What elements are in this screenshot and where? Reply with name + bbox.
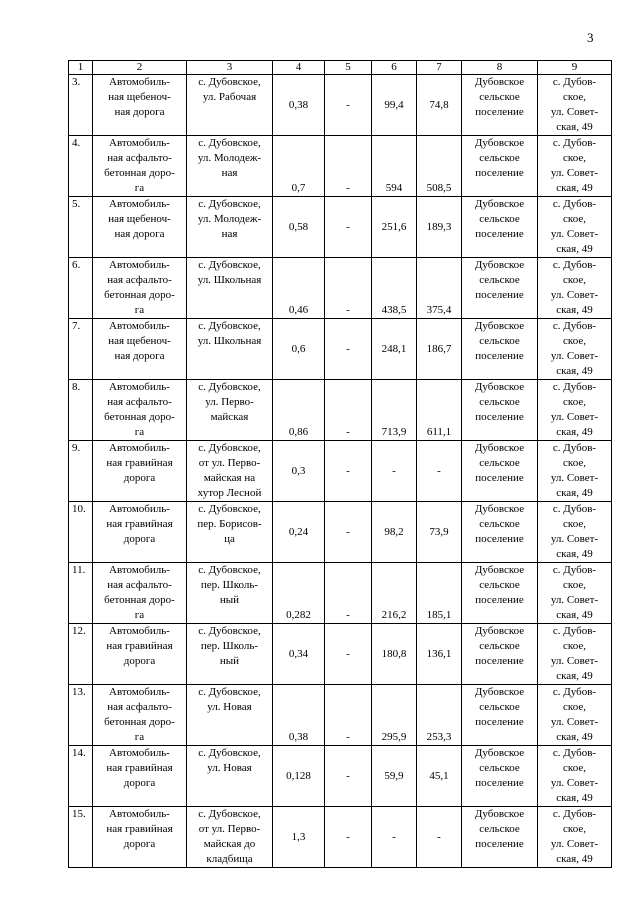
column-5-cell xyxy=(325,136,372,197)
column-5-cell xyxy=(325,258,372,319)
table-row xyxy=(69,380,612,441)
owner-address-cell-text: с. Дубов- ское, ул. Совет- ская, 49 xyxy=(550,137,599,194)
road-length-cell xyxy=(273,380,325,441)
column-5-cell-text: - xyxy=(346,769,350,782)
road-type-cell xyxy=(93,319,187,380)
road-location-cell xyxy=(187,380,273,441)
owner-cell xyxy=(462,563,538,624)
owner-cell-text: Дубовское сельское поселение xyxy=(474,442,525,484)
row-number-cell xyxy=(69,136,93,197)
road-location-cell xyxy=(187,441,273,502)
owner-cell xyxy=(462,807,538,868)
column-7-cell xyxy=(417,441,462,502)
column-5-cell xyxy=(325,746,372,807)
road-length-cell-text: 0,38 xyxy=(288,98,309,111)
road-location-cell xyxy=(187,624,273,685)
table-row xyxy=(69,441,612,502)
owner-cell-text: Дубовское сельское поселение xyxy=(474,381,525,423)
row-number-cell-text: 13. xyxy=(72,686,86,698)
row-number-cell-text: 14. xyxy=(72,747,86,759)
column-7-cell xyxy=(417,380,462,441)
column-header: 7 xyxy=(417,61,462,75)
owner-cell-text: Дубовское сельское поселение xyxy=(474,625,525,667)
column-6-cell xyxy=(372,197,417,258)
owner-cell-text: Дубовское сельское поселение xyxy=(474,259,525,301)
road-length-cell-text: 0,46 xyxy=(288,304,309,316)
row-number-cell xyxy=(69,75,93,136)
table-row xyxy=(69,136,612,197)
road-length-cell-text: 0,86 xyxy=(288,426,309,438)
column-6-cell xyxy=(372,502,417,563)
column-7-cell-text: 136,1 xyxy=(426,647,452,660)
road-type-cell-text: Автомобиль- ная гравийная дорога xyxy=(106,808,173,850)
road-location-cell xyxy=(187,197,273,258)
column-7-cell xyxy=(417,258,462,319)
owner-address-cell xyxy=(538,685,612,746)
column-5-cell-text: - xyxy=(346,830,350,843)
road-location-cell xyxy=(187,502,273,563)
column-7-cell xyxy=(417,197,462,258)
owner-address-cell xyxy=(538,319,612,380)
road-length-cell-text: 0,6 xyxy=(291,342,306,355)
column-6-cell xyxy=(372,624,417,685)
road-length-cell xyxy=(273,563,325,624)
column-7-cell-text: - xyxy=(437,464,441,477)
owner-address-cell-text: с. Дубов- ское, ул. Совет- ская, 49 xyxy=(550,76,599,133)
owner-cell-text: Дубовское сельское поселение xyxy=(474,808,525,850)
column-6-cell-text: 59,9 xyxy=(384,769,404,782)
road-location-cell xyxy=(187,685,273,746)
owner-address-cell xyxy=(538,807,612,868)
column-5-cell-text: - xyxy=(346,182,350,194)
column-5-cell xyxy=(325,441,372,502)
column-7-cell-text: 508,5 xyxy=(426,182,452,194)
road-length-cell xyxy=(273,319,325,380)
row-number-cell-text: 12. xyxy=(72,625,86,637)
column-6-cell xyxy=(372,441,417,502)
road-type-cell xyxy=(93,807,187,868)
table-row xyxy=(69,685,612,746)
row-number-cell xyxy=(69,685,93,746)
owner-cell-text: Дубовское сельское поселение xyxy=(474,76,525,118)
road-type-cell-text: Автомобиль- ная асфальто- бетонная доро- га xyxy=(104,381,175,438)
road-type-cell-text: Автомобиль- ная асфальто- бетонная доро- га xyxy=(104,686,175,743)
table-row xyxy=(69,807,612,868)
column-6-cell xyxy=(372,807,417,868)
road-length-cell-text: 0,7 xyxy=(291,182,306,194)
column-7-cell-text: 611,1 xyxy=(426,426,452,438)
road-type-cell xyxy=(93,75,187,136)
owner-cell xyxy=(462,258,538,319)
road-length-cell xyxy=(273,441,325,502)
column-6-cell xyxy=(372,746,417,807)
column-5-cell xyxy=(325,685,372,746)
road-length-cell xyxy=(273,75,325,136)
table-row xyxy=(69,258,612,319)
column-6-cell-text: 438,5 xyxy=(381,304,407,316)
row-number-cell-text: 10. xyxy=(72,503,86,515)
owner-cell-text: Дубовское сельское поселение xyxy=(474,198,525,240)
column-6-cell xyxy=(372,380,417,441)
column-7-cell-text: 73,9 xyxy=(429,525,449,538)
road-type-cell xyxy=(93,441,187,502)
road-length-cell-text: 0,128 xyxy=(286,769,311,782)
column-5-cell-text: - xyxy=(346,220,350,233)
column-5-cell-text: - xyxy=(346,98,350,111)
column-6-cell-text: - xyxy=(392,830,396,843)
row-number-cell-text: 9. xyxy=(72,442,81,454)
column-7-cell xyxy=(417,685,462,746)
road-location-cell xyxy=(187,746,273,807)
road-type-cell-text: Автомобиль- ная асфальто- бетонная доро- га xyxy=(104,259,175,316)
owner-cell xyxy=(462,380,538,441)
road-location-cell xyxy=(187,807,273,868)
column-5-cell xyxy=(325,807,372,868)
road-type-cell-text: Автомобиль- ная щебеноч- ная дорога xyxy=(108,76,171,118)
owner-address-cell-text: с. Дубов- ское, ул. Совет- ская, 49 xyxy=(550,259,599,316)
column-5-cell-text: - xyxy=(346,609,350,621)
road-length-cell-text: 0,282 xyxy=(286,609,311,621)
row-number-cell-text: 6. xyxy=(72,259,81,271)
owner-cell xyxy=(462,197,538,258)
column-6-cell-text: 594 xyxy=(385,182,403,194)
column-6-cell-text: 180,8 xyxy=(381,647,407,660)
owner-cell xyxy=(462,319,538,380)
road-location-cell-text: с. Дубовское, ул. Школьная xyxy=(197,259,262,286)
road-location-cell-text: с. Дубовское, пер. Школь- ный xyxy=(198,564,261,606)
column-header: 4 xyxy=(273,61,325,75)
road-length-cell xyxy=(273,197,325,258)
column-6-cell xyxy=(372,319,417,380)
roads-table xyxy=(68,60,612,868)
owner-address-cell-text: с. Дубов- ское, ул. Совет- ская, 49 xyxy=(550,198,599,255)
column-6-cell-text: 251,6 xyxy=(381,220,407,233)
column-5-cell-text: - xyxy=(346,731,350,743)
road-type-cell xyxy=(93,746,187,807)
road-type-cell xyxy=(93,624,187,685)
owner-address-cell-text: с. Дубов- ское, ул. Совет- ская, 49 xyxy=(550,320,599,377)
row-number-cell-text: 3. xyxy=(72,76,81,88)
table-row xyxy=(69,563,612,624)
row-number-cell xyxy=(69,380,93,441)
road-length-cell xyxy=(273,258,325,319)
road-type-cell-text: Автомобиль- ная щебеноч- ная дорога xyxy=(108,320,171,362)
road-type-cell xyxy=(93,563,187,624)
table-row xyxy=(69,746,612,807)
column-header: 1 xyxy=(69,61,93,75)
row-number-cell xyxy=(69,319,93,380)
column-6-cell-text: 713,9 xyxy=(381,426,407,438)
column-7-cell-text: 74,8 xyxy=(429,98,449,111)
owner-address-cell-text: с. Дубов- ское, ул. Совет- ская, 49 xyxy=(550,625,599,682)
row-number-cell xyxy=(69,502,93,563)
column-header: 6 xyxy=(372,61,417,75)
column-header: 9 xyxy=(538,61,612,75)
road-location-cell-text: с. Дубовское, ул. Молодеж- ная xyxy=(197,198,262,240)
road-type-cell-text: Автомобиль- ная гравийная дорога xyxy=(106,503,173,545)
road-location-cell-text: с. Дубовское, пер. Борисов- ца xyxy=(197,503,262,545)
column-7-cell xyxy=(417,624,462,685)
owner-address-cell xyxy=(538,258,612,319)
road-location-cell xyxy=(187,319,273,380)
row-number-cell xyxy=(69,563,93,624)
table-row xyxy=(69,75,612,136)
column-7-cell xyxy=(417,319,462,380)
column-7-cell xyxy=(417,746,462,807)
row-number-cell-text: 7. xyxy=(72,320,81,332)
column-6-cell-text: 99,4 xyxy=(384,98,404,111)
road-type-cell xyxy=(93,258,187,319)
column-6-cell-text: 216,2 xyxy=(381,609,407,621)
column-5-cell-text: - xyxy=(346,525,350,538)
owner-address-cell-text: с. Дубов- ское, ул. Совет- ская, 49 xyxy=(550,686,599,743)
page-number: 3 xyxy=(587,30,594,45)
column-header: 5 xyxy=(325,61,372,75)
road-location-cell-text: с. Дубовское, ул. Перво- майская xyxy=(198,381,261,423)
road-length-cell-text: 1,3 xyxy=(291,830,306,843)
column-header: 3 xyxy=(187,61,273,75)
column-5-cell xyxy=(325,319,372,380)
road-length-cell xyxy=(273,746,325,807)
column-header: 2 xyxy=(93,61,187,75)
column-5-cell xyxy=(325,75,372,136)
owner-address-cell-text: с. Дубов- ское, ул. Совет- ская, 49 xyxy=(550,808,599,865)
column-6-cell-text: 295,9 xyxy=(381,731,407,743)
road-length-cell xyxy=(273,136,325,197)
row-number-cell xyxy=(69,258,93,319)
road-length-cell-text: 0,3 xyxy=(291,464,306,477)
column-5-cell-text: - xyxy=(346,342,350,355)
owner-cell xyxy=(462,685,538,746)
road-location-cell-text: с. Дубовское, ул. Школьная xyxy=(197,320,262,347)
owner-address-cell xyxy=(538,502,612,563)
column-6-cell-text: - xyxy=(392,464,396,477)
table-row xyxy=(69,197,612,258)
owner-address-cell xyxy=(538,197,612,258)
column-6-cell xyxy=(372,75,417,136)
row-number-cell-text: 11. xyxy=(72,564,86,576)
road-location-cell-text: с. Дубовское, ул. Молодеж- ная xyxy=(197,137,262,179)
road-type-cell-text: Автомобиль- ная гравийная дорога xyxy=(106,625,173,667)
column-header: 8 xyxy=(462,61,538,75)
owner-cell xyxy=(462,136,538,197)
road-length-cell-text: 0,58 xyxy=(288,220,309,233)
road-location-cell xyxy=(187,563,273,624)
owner-cell xyxy=(462,624,538,685)
road-type-cell xyxy=(93,197,187,258)
road-type-cell xyxy=(93,502,187,563)
column-7-cell-text: 253,3 xyxy=(426,731,452,743)
owner-address-cell xyxy=(538,75,612,136)
owner-address-cell xyxy=(538,746,612,807)
owner-address-cell-text: с. Дубов- ское, ул. Совет- ская, 49 xyxy=(550,564,599,621)
column-5-cell-text: - xyxy=(346,304,350,316)
road-type-cell-text: Автомобиль- ная асфальто- бетонная доро- га xyxy=(104,137,175,194)
column-5-cell xyxy=(325,624,372,685)
column-5-cell-text: - xyxy=(346,426,350,438)
row-number-cell-text: 4. xyxy=(72,137,81,149)
row-number-cell xyxy=(69,624,93,685)
owner-cell xyxy=(462,502,538,563)
row-number-cell-text: 8. xyxy=(72,381,81,393)
column-7-cell-text: 45,1 xyxy=(429,769,449,782)
road-length-cell xyxy=(273,685,325,746)
row-number-cell xyxy=(69,441,93,502)
row-number-cell xyxy=(69,746,93,807)
column-number-row xyxy=(69,61,612,75)
column-5-cell-text: - xyxy=(346,647,350,660)
owner-address-cell-text: с. Дубов- ское, ул. Совет- ская, 49 xyxy=(550,442,599,499)
road-type-cell-text: Автомобиль- ная гравийная дорога xyxy=(106,442,173,484)
road-location-cell-text: с. Дубовское, ул. Рабочая xyxy=(198,76,261,103)
column-6-cell xyxy=(372,685,417,746)
column-6-cell xyxy=(372,563,417,624)
road-type-cell-text: Автомобиль- ная щебеноч- ная дорога xyxy=(108,198,171,240)
road-length-cell-text: 0,24 xyxy=(288,525,309,538)
column-6-cell-text: 98,2 xyxy=(384,525,404,538)
row-number-cell xyxy=(69,197,93,258)
owner-address-cell xyxy=(538,624,612,685)
owner-cell xyxy=(462,746,538,807)
road-length-cell xyxy=(273,624,325,685)
column-7-cell xyxy=(417,502,462,563)
owner-address-cell xyxy=(538,380,612,441)
column-7-cell-text: 186,7 xyxy=(426,342,452,355)
road-type-cell xyxy=(93,136,187,197)
column-7-cell-text: 189,3 xyxy=(426,220,452,233)
table-row xyxy=(69,502,612,563)
owner-address-cell-text: с. Дубов- ское, ул. Совет- ская, 49 xyxy=(550,747,599,804)
column-5-cell-text: - xyxy=(346,464,350,477)
column-7-cell-text: 375,4 xyxy=(426,304,452,316)
road-location-cell-text: с. Дубовское, от ул. Перво- майская на хутор Лесной xyxy=(197,442,262,499)
road-location-cell xyxy=(187,258,273,319)
road-length-cell-text: 0,34 xyxy=(288,647,309,660)
column-5-cell xyxy=(325,197,372,258)
column-7-cell xyxy=(417,807,462,868)
column-6-cell-text: 248,1 xyxy=(381,342,407,355)
column-5-cell xyxy=(325,502,372,563)
road-location-cell xyxy=(187,136,273,197)
owner-cell-text: Дубовское сельское поселение xyxy=(474,564,525,606)
column-6-cell xyxy=(372,136,417,197)
owner-address-cell xyxy=(538,441,612,502)
owner-cell xyxy=(462,75,538,136)
owner-address-cell-text: с. Дубов- ское, ул. Совет- ская, 49 xyxy=(550,381,599,438)
owner-cell-text: Дубовское сельское поселение xyxy=(474,137,525,179)
column-7-cell xyxy=(417,563,462,624)
column-7-cell xyxy=(417,75,462,136)
owner-address-cell xyxy=(538,136,612,197)
row-number-cell-text: 5. xyxy=(72,198,81,210)
road-location-cell-text: с. Дубовское, пер. Школь- ный xyxy=(198,625,261,667)
road-type-cell-text: Автомобиль- ная асфальто- бетонная доро- га xyxy=(104,564,175,621)
owner-cell-text: Дубовское сельское поселение xyxy=(474,686,525,728)
road-length-cell xyxy=(273,502,325,563)
road-type-cell xyxy=(93,685,187,746)
owner-cell-text: Дубовское сельское поселение xyxy=(474,503,525,545)
owner-cell-text: Дубовское сельское поселение xyxy=(474,747,525,789)
road-location-cell-text: с. Дубовское, от ул. Перво- майская до кладбища xyxy=(198,808,261,865)
column-7-cell xyxy=(417,136,462,197)
table-row xyxy=(69,319,612,380)
column-5-cell xyxy=(325,563,372,624)
owner-address-cell xyxy=(538,563,612,624)
owner-address-cell-text: с. Дубов- ское, ул. Совет- ская, 49 xyxy=(550,503,599,560)
row-number-cell xyxy=(69,807,93,868)
owner-cell-text: Дубовское сельское поселение xyxy=(474,320,525,362)
table-row xyxy=(69,624,612,685)
column-7-cell-text: 185,1 xyxy=(426,609,452,621)
row-number-cell-text: 15. xyxy=(72,808,86,820)
column-7-cell-text: - xyxy=(437,830,441,843)
road-location-cell xyxy=(187,75,273,136)
owner-cell xyxy=(462,441,538,502)
road-type-cell xyxy=(93,380,187,441)
road-location-cell-text: с. Дубовское, ул. Новая xyxy=(198,686,261,713)
road-length-cell xyxy=(273,807,325,868)
road-length-cell-text: 0,38 xyxy=(288,731,309,743)
column-5-cell xyxy=(325,380,372,441)
road-location-cell-text: с. Дубовское, ул. Новая xyxy=(198,747,261,774)
column-6-cell xyxy=(372,258,417,319)
road-type-cell-text: Автомобиль- ная гравийная дорога xyxy=(106,747,173,789)
